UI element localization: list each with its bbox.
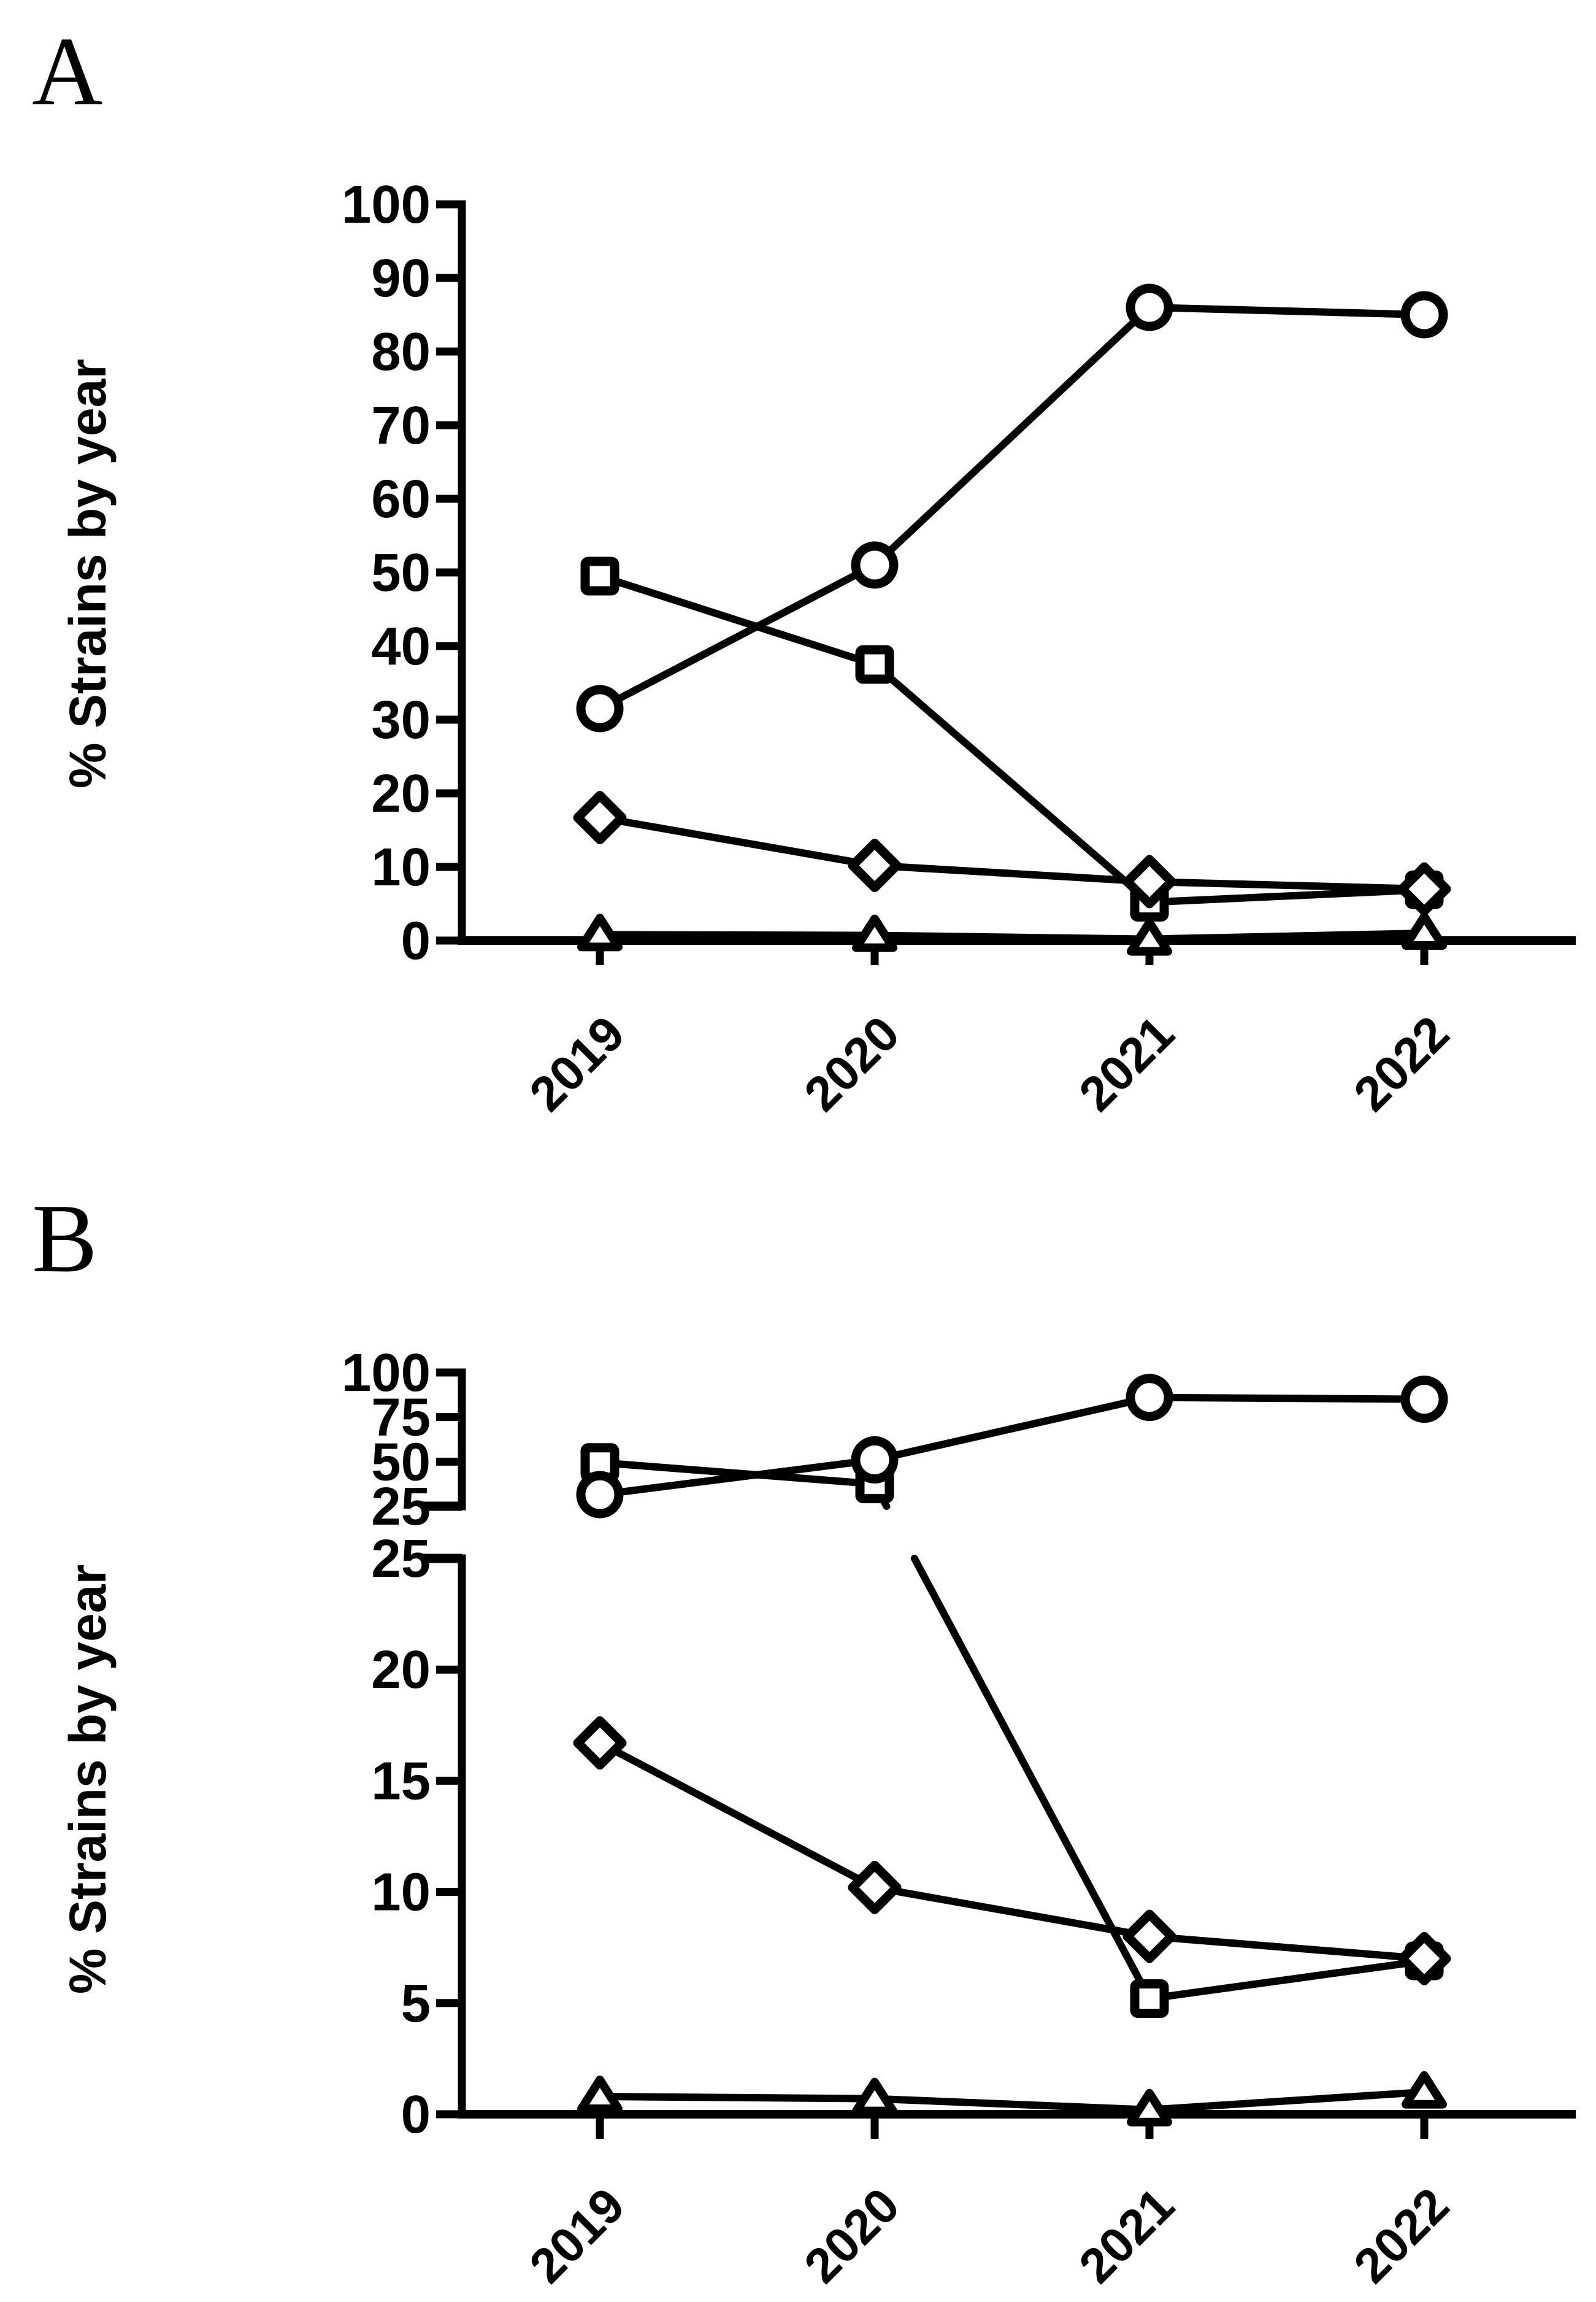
marker-circle (856, 546, 894, 584)
x-tick-label: 2022 (1343, 2177, 1460, 2293)
y-tick-label: 25 (371, 1529, 431, 1588)
y-tick-label: 60 (371, 469, 431, 529)
series-triangle-line (600, 2096, 875, 2099)
x-tick-label: 2020 (794, 1006, 910, 1122)
panel-a-y-axis-title: % Strains by year (59, 358, 117, 789)
marker-circle (1405, 1380, 1443, 1419)
y-tick-label: 10 (371, 1862, 431, 1922)
x-tick-label: 2020 (794, 2177, 910, 2293)
x-tick-label: 2019 (519, 1006, 635, 1122)
panel-a-label: A (32, 17, 103, 126)
marker-circle (1405, 296, 1443, 334)
y-tick-label: 40 (371, 617, 431, 676)
x-tick-label: 2021 (1068, 1006, 1185, 1122)
y-tick-label: 30 (371, 690, 431, 750)
marker-circle (1130, 288, 1168, 326)
y-tick-label: 100 (341, 175, 431, 234)
y-tick-label: 70 (371, 396, 431, 455)
y-tick-label: 20 (371, 1640, 431, 1700)
marker-circle (856, 1441, 894, 1479)
y-tick-label: 5 (401, 1973, 431, 2033)
y-tick-label: 15 (371, 1751, 431, 1811)
marker-circle (581, 1476, 619, 1514)
marker-square (860, 650, 889, 679)
panel-b-y-axis-title: % Strains by year (59, 1564, 117, 1995)
series-circle-line (1149, 1398, 1424, 1399)
marker-square (585, 561, 615, 591)
panel-b-label: B (32, 1184, 98, 1293)
y-tick-label: 75 (371, 1387, 431, 1447)
series-triangle-line (600, 934, 875, 935)
marker-circle (1130, 1379, 1168, 1417)
series-triangle-line (875, 936, 1149, 939)
y-tick-label: 50 (371, 543, 431, 602)
x-tick-label: 2019 (519, 2177, 635, 2293)
y-tick-label: 25 (371, 1477, 431, 1536)
x-tick-label: 2022 (1343, 1006, 1460, 1122)
y-tick-label: 0 (401, 2085, 431, 2144)
y-tick-label: 20 (371, 764, 431, 823)
y-tick-label: 10 (371, 837, 431, 897)
x-tick-label: 2021 (1068, 2177, 1185, 2293)
y-tick-label: 80 (371, 322, 431, 382)
y-tick-label: 50 (371, 1432, 431, 1492)
marker-square (1135, 1984, 1164, 2014)
marker-circle (581, 690, 619, 728)
y-tick-label: 0 (401, 911, 431, 971)
y-tick-label: 100 (341, 1343, 431, 1403)
y-tick-label: 90 (371, 248, 431, 308)
